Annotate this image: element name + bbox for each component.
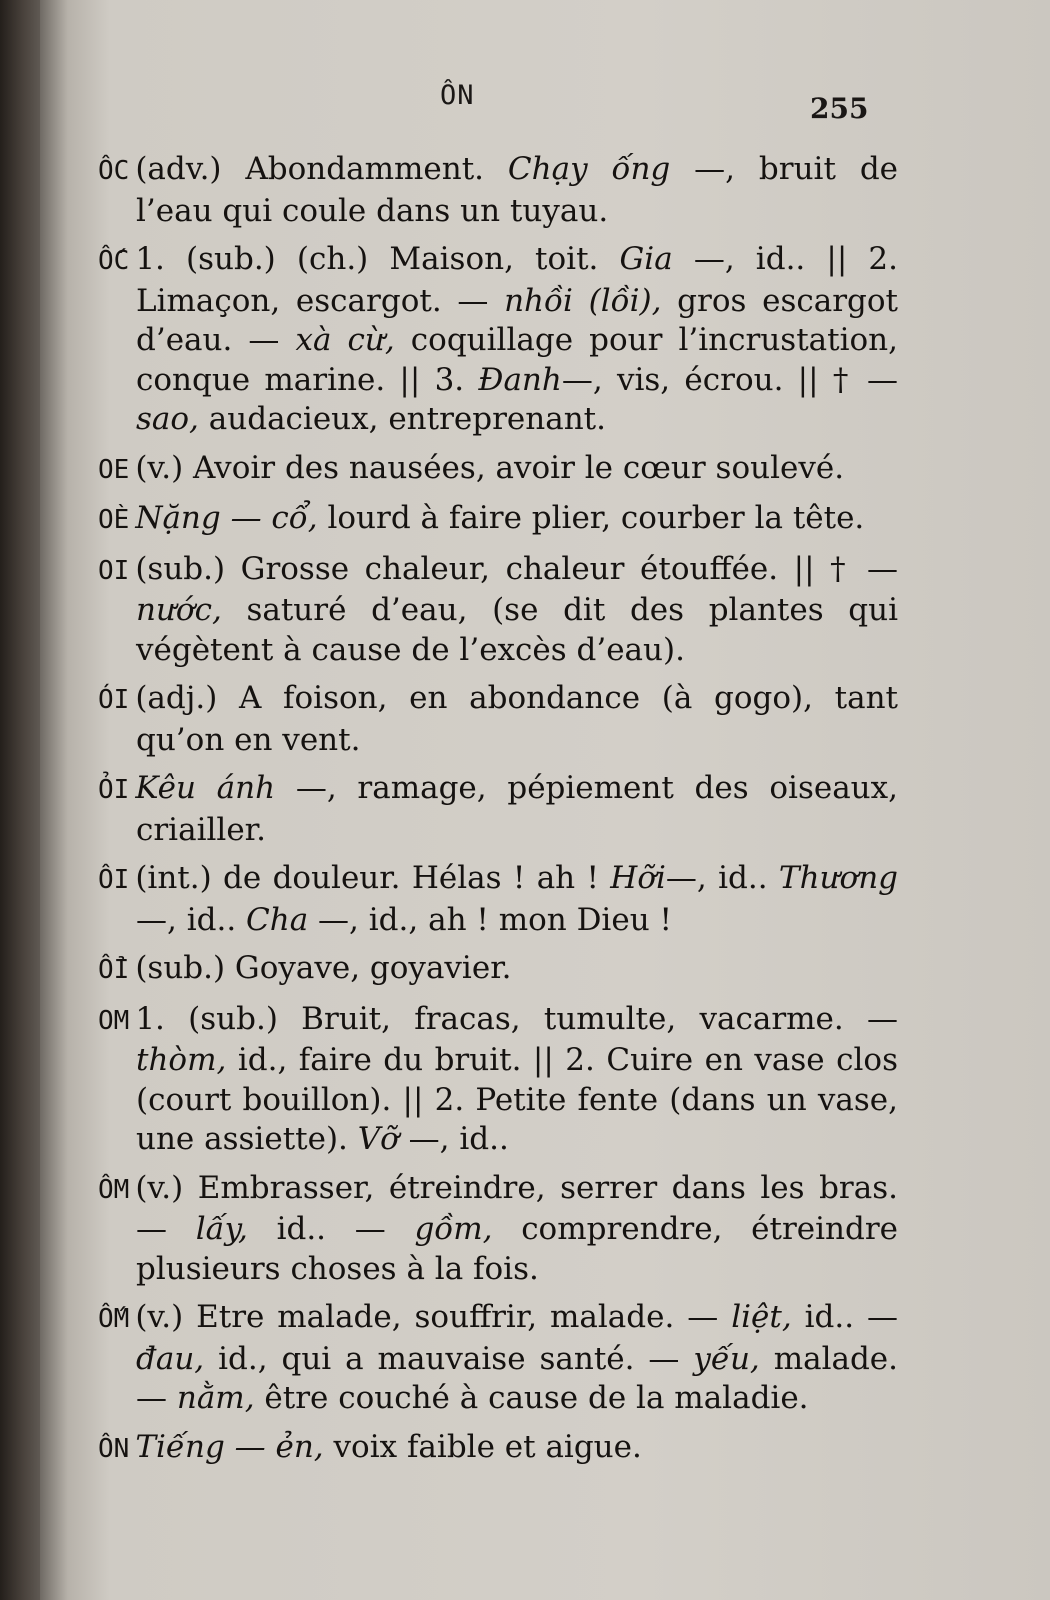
entry-definition-text: (sub.) Grosse chaleur, chaleur étouffée. || † — xyxy=(135,550,898,587)
entry-headword: ỔI xyxy=(98,955,130,985)
entry-headword: ỐM xyxy=(98,1304,130,1334)
dictionary-entry xyxy=(98,1298,898,1419)
entry-definition-text: (v.) Etre malade, souffrir, malade. — xyxy=(135,1299,732,1335)
entry-vietnamese-phrase: Cha xyxy=(246,901,309,938)
entry-definition-text: —, vis, écrou. || † — xyxy=(561,361,898,398)
entry-definition-text: —, id.. xyxy=(136,901,247,938)
dictionary-entry xyxy=(98,550,898,671)
dictionary-entry xyxy=(98,769,898,850)
dictionary-entry xyxy=(98,679,898,760)
entry-vietnamese-phrase: Gia xyxy=(619,241,673,277)
dictionary-entry xyxy=(98,1169,898,1290)
entry-vietnamese-phrase: liệt, xyxy=(731,1299,792,1335)
entry-vietnamese-phrase: thòm, xyxy=(136,1042,227,1078)
entry-definition-text: voix faible et aigue. xyxy=(323,1428,642,1465)
entry-headword: ÔI xyxy=(98,865,130,895)
entry-vietnamese-phrase: nhồi (lồi), xyxy=(504,282,662,319)
entry-headword: OM xyxy=(98,1005,130,1036)
entry-definition-text: 1. (sub.) (ch.) Maison, toit. xyxy=(135,241,620,277)
entry-headword: OE xyxy=(98,454,130,485)
entry-list xyxy=(98,150,898,1478)
dictionary-entry xyxy=(98,1428,898,1470)
entry-definition-text: id., faire du bruit. || 2. Cuire en vase clos (court bouillon). || 2. Petite fente (dans un vase, une assiette). xyxy=(136,1042,898,1157)
entry-vietnamese-phrase: Chạy ống xyxy=(507,151,671,187)
entry-definition-text: 1. (sub.) Bruit, fracas, tumulte, vacarme. — xyxy=(135,1000,898,1037)
entry-definition-text: (int.) de douleur. Hélas ! ah ! xyxy=(135,860,611,896)
entry-definition-text: id.. — xyxy=(791,1299,898,1335)
dictionary-entry xyxy=(98,499,898,541)
entry-definition-text: —, id.. xyxy=(398,1121,509,1157)
entry-vietnamese-phrase: Nặng — cổ, xyxy=(135,500,318,536)
entry-vietnamese-phrase: nằm, xyxy=(176,1380,255,1416)
entry-definition-text: (v.) Avoir des nausées, avoir le cœur soulevé. xyxy=(135,449,845,486)
running-head-word: ÔN xyxy=(440,80,475,111)
entry-definition-text: audacieux, entreprenant. xyxy=(198,401,606,437)
entry-definition-text: être couché à cause de la maladie. xyxy=(254,1380,809,1416)
dictionary-entry xyxy=(98,150,898,231)
entry-vietnamese-phrase: Đanh xyxy=(478,361,562,398)
entry-definition-text: (v.) Embrasser, étreindre, serrer dans les bras. — xyxy=(135,1169,898,1247)
entry-definition-text: id., qui a mauvaise santé. — xyxy=(204,1340,694,1377)
page-number: 255 xyxy=(810,92,869,125)
entry-definition-text: —, bruit de l’eau qui coule dans un tuyau. xyxy=(136,151,899,229)
entry-vietnamese-phrase: Hỡi xyxy=(610,860,666,896)
entry-headword: OI xyxy=(98,555,130,586)
entry-vietnamese-phrase: gồm, xyxy=(414,1211,493,1247)
entry-vietnamese-phrase: lấy, xyxy=(195,1211,248,1247)
entry-vietnamese-phrase: Kêu ánh xyxy=(135,770,276,806)
entry-vietnamese-phrase: đau, xyxy=(136,1340,205,1377)
running-head xyxy=(40,72,1050,125)
entry-vietnamese-phrase: Vỡ xyxy=(357,1121,399,1157)
entry-definition-text: coquillage pour l’incrustation, conque marine. || 3. xyxy=(136,322,899,398)
entry-headword: ỐC xyxy=(98,246,130,276)
entry-headword: ÔN xyxy=(98,1433,130,1464)
entry-definition-text: (sub.) Goyave, goyavier. xyxy=(135,950,512,986)
dictionary-entry xyxy=(98,1000,898,1160)
entry-vietnamese-phrase: Thương xyxy=(778,860,899,896)
entry-definition-text: malade. — xyxy=(136,1340,899,1416)
dictionary-entry xyxy=(98,949,898,991)
entry-headword: ỎI xyxy=(98,775,130,805)
entry-definition-text: —, id.. xyxy=(665,860,779,896)
entry-definition-text: (adv.) Abondamment. xyxy=(135,151,508,187)
dictionary-entry xyxy=(98,859,898,940)
entry-vietnamese-phrase: yếu, xyxy=(693,1340,760,1377)
entry-definition-text: —, ramage, pépiement des oiseaux, criailler. xyxy=(136,770,898,848)
entry-vietnamese-phrase: sao, xyxy=(136,401,199,437)
entry-vietnamese-phrase: nước, xyxy=(136,592,222,628)
entry-vietnamese-phrase: Tiếng — ẻn, xyxy=(135,1428,324,1465)
entry-definition-text: —, id.. || 2. Limaçon, escargot. — xyxy=(136,241,898,319)
entry-definition-text: id.. — xyxy=(247,1211,415,1247)
dictionary-page xyxy=(40,0,1050,1600)
entry-headword: OÈ xyxy=(98,505,130,535)
entry-definition-text: comprendre, étreindre plusieurs choses à la fois. xyxy=(136,1211,899,1287)
entry-vietnamese-phrase: xà cừ, xyxy=(295,322,395,358)
book-gutter xyxy=(0,0,40,1600)
entry-definition-text: —, id., ah ! mon Dieu ! xyxy=(308,901,672,938)
entry-definition-text: lourd à faire plier, courber la tête. xyxy=(317,500,865,536)
entry-definition-text: gros escargot d’eau. — xyxy=(136,282,898,358)
entry-headword: ÔC xyxy=(98,156,130,186)
entry-definition-text: (adj.) A foison, en abondance (à gogo), tant qu’on en vent. xyxy=(135,680,898,758)
entry-headword: ÔM xyxy=(98,1174,130,1205)
entry-definition-text: saturé d’eau, (se dit des plantes qui végètent à cause de l’excès d’eau). xyxy=(136,592,898,668)
dictionary-entry xyxy=(98,240,898,440)
entry-headword: ÓI xyxy=(98,685,130,715)
dictionary-entry xyxy=(98,449,898,491)
